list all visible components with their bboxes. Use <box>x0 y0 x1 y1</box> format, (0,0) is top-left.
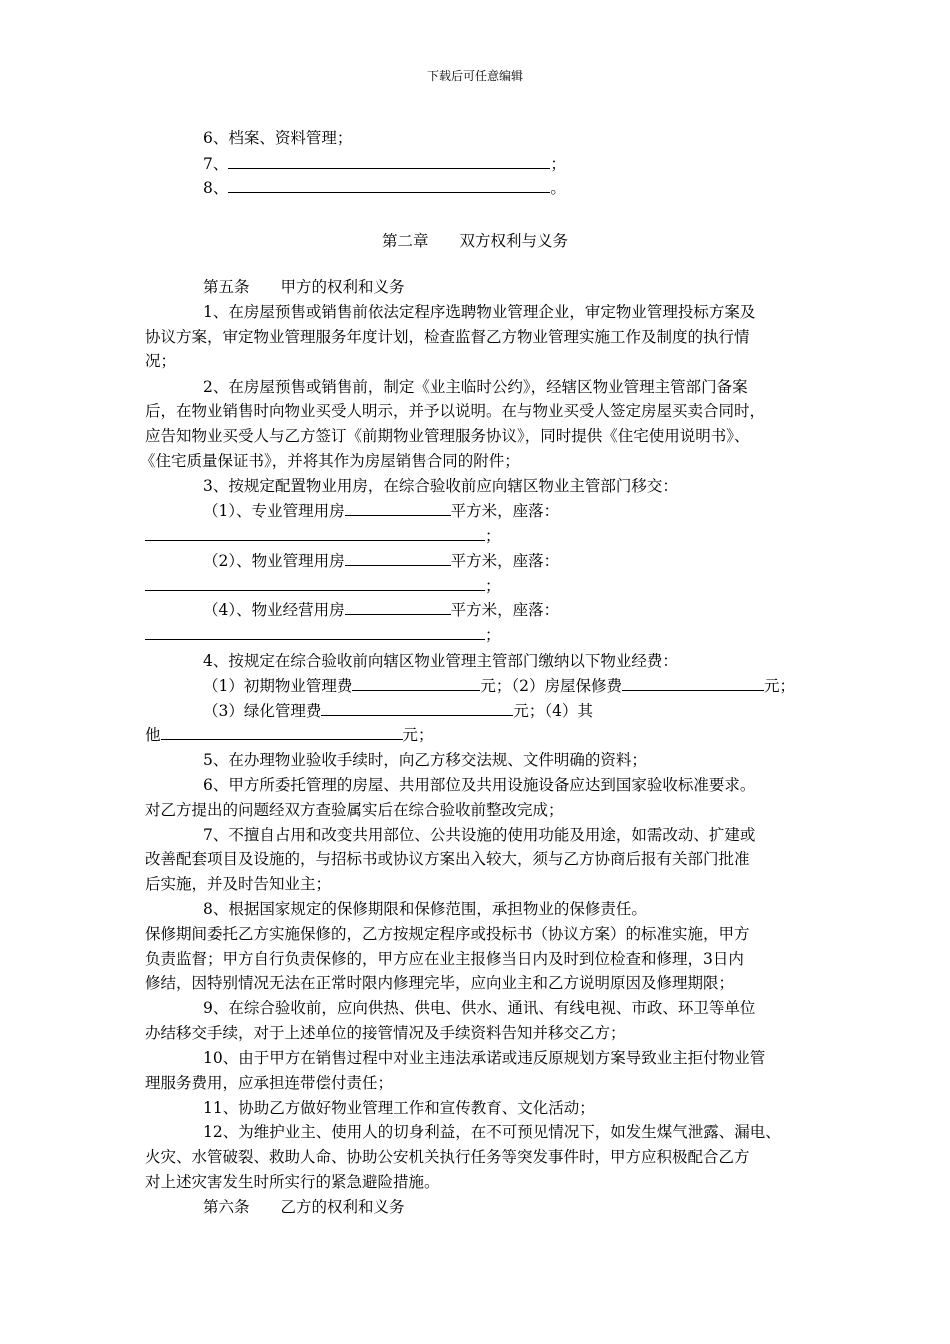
para-3: 3、按规定配置物业用房，在综合验收前应向辖区物业主管部门移交： <box>203 477 678 495</box>
para-12-line: 火灾、水管破裂、救助人命、协助公安机关执行任务等突发事件时，甲方应积极配合乙方 <box>145 1148 750 1166</box>
fee-blank <box>352 675 480 691</box>
location-blank <box>145 525 485 541</box>
item-6: 6、档案、资料管理； <box>203 129 353 147</box>
room-1: （1）、专业管理用房 平方米，座落： <box>203 502 560 520</box>
para-8-line: 负责监督；甲方自行负责保修的，甲方应在业主报修当日内及时到位检查和修理，3日内 <box>145 950 744 968</box>
para-4: 4、按规定在综合验收前向辖区物业管理主管部门缴纳以下物业经费： <box>203 652 678 670</box>
para-8-line: 8、根据国家规定的保修期限和保修范围，承担物业的保修责任。 <box>203 900 647 918</box>
fee-blank <box>321 700 513 716</box>
para-5: 5、在办理物业验收手续时，向乙方移交法规、文件明确的资料； <box>203 751 647 769</box>
para-9-line: 办结移交手续，对于上述单位的接管情况及手续资料告知并移交乙方； <box>145 1024 626 1042</box>
room-2: （2）、物业管理用房 平方米，座落： <box>203 552 560 570</box>
fee-blank <box>622 675 764 691</box>
article-5-heading: 第五条 甲方的权利和义务 <box>203 278 405 296</box>
item-7: 7、 ； <box>203 155 566 173</box>
fee-line-1: （1）初期物业管理费 元；（2）房屋保修费 元； <box>203 677 796 695</box>
area-blank <box>345 500 451 516</box>
para-10-line: 理服务费用，应承担连带偿付责任； <box>145 1074 394 1092</box>
para-1-line: 况； <box>145 352 177 370</box>
para-2-line: 《住宅质量保证书》，并将其作为房屋销售合同的附件； <box>140 452 520 470</box>
fee-line-2: （3）绿化管理费 元；（4）其 <box>203 702 593 720</box>
area-blank <box>345 550 451 566</box>
para-6-line: 6、甲方所委托管理的房屋、共用部位及共用设施设备应达到国家验收标准要求。 <box>203 776 756 794</box>
chapter-title: 第二章 双方权利与义务 <box>381 232 568 250</box>
para-7-line: 7、不擅自占用和改变共用部位、公共设施的使用功能及用途，如需改动、扩建或 <box>203 826 756 844</box>
fee-line-3: 他 元； <box>145 726 434 744</box>
location-blank <box>145 624 485 640</box>
blank-line <box>228 177 550 193</box>
fee-blank <box>161 724 403 740</box>
para-8-line: 保修期间委托乙方实施保修的，乙方按规定程序或投标书（协议方案）的标准实施，甲方 <box>145 925 750 943</box>
room-2-location: ； <box>145 575 501 597</box>
page-header: 下载后可任意编辑 <box>426 69 523 83</box>
room-4: （4）、物业经营用房 平方米，座落： <box>203 601 560 619</box>
item-8: 8、 。 <box>203 179 566 197</box>
para-12-line: 12、为维护业主、使用人的切身利益，在不可预见情况下，如发生煤气泄露、漏电、 <box>203 1123 781 1141</box>
para-11: 11、协助乙方做好物业管理工作和宣传教育、文化活动； <box>203 1099 595 1117</box>
room-1-location: ； <box>145 525 501 547</box>
para-7-line: 后实施，并及时告知业主； <box>145 875 332 893</box>
para-6-line: 对乙方提出的问题经双方查验属实后在综合验收前整改完成； <box>145 801 564 819</box>
para-10-line: 10、由于甲方在销售过程中对业主违法承诺或违反原规划方案导致业主拒付物业管 <box>203 1049 766 1067</box>
article-6-heading: 第六条 乙方的权利和义务 <box>203 1198 405 1216</box>
para-9-line: 9、在综合验收前，应向供热、供电、供水、通讯、有线电视、市政、环卫等单位 <box>203 999 756 1017</box>
para-2-line: 2、在房屋预售或销售前，制定《业主临时公约》，经辖区物业管理主管部门备案 <box>203 378 748 396</box>
blank-line <box>228 153 550 169</box>
para-2-line: 应告知物业买受人与乙方签订《前期物业管理服务协议》，同时提供《住宅使用说明书》、 <box>145 427 750 445</box>
room-4-location: ； <box>145 624 501 646</box>
para-12-line: 对上述灾害发生时所实行的紧急避险措施。 <box>145 1173 440 1191</box>
para-8-line: 修结，因特别情况无法在正常时限内修理完毕，应向业主和乙方说明原因及修理期限； <box>145 974 735 992</box>
para-7-line: 改善配套项目及设施的，与招标书或协议方案出入较大，须与乙方协商后报有关部门批准 <box>145 850 750 868</box>
location-blank <box>145 575 485 591</box>
para-2-line: 后，在物业销售时向物业买受人明示，并予以说明。在与物业买受人签定房屋买卖合同时， <box>145 402 766 420</box>
para-1-line: 1、在房屋预售或销售前依法定程序选聘物业管理企业，审定物业管理投标方案及 <box>203 303 756 321</box>
para-1-line: 协议方案，审定物业管理服务年度计划，检查监督乙方物业管理实施工作及制度的执行情 <box>145 328 750 346</box>
area-blank <box>345 599 451 615</box>
